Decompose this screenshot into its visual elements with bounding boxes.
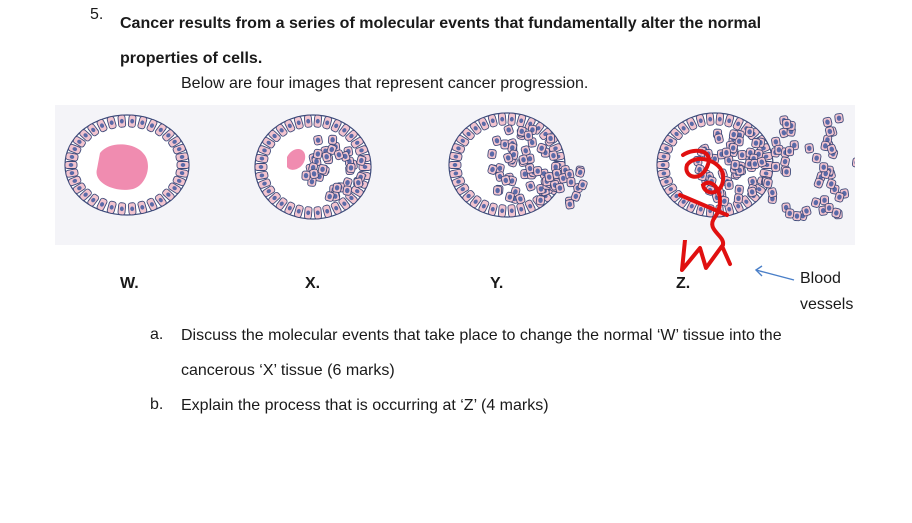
cell [729, 129, 739, 139]
cell [128, 115, 136, 128]
cell [498, 205, 506, 218]
cell [734, 193, 743, 203]
cell [314, 115, 322, 128]
part-b-letter: b. [150, 396, 164, 413]
question-stem: Cancer results from a series of molecular events that fundamentally alter the normal properties of cells. [120, 15, 762, 67]
cell [745, 127, 754, 137]
cell [565, 199, 574, 209]
cell [536, 195, 545, 205]
cell [524, 131, 533, 141]
panel-label-w: W. [120, 275, 139, 292]
cell [825, 204, 833, 213]
cell [716, 113, 724, 126]
cell [657, 162, 669, 169]
cell [501, 175, 511, 186]
cell [333, 183, 342, 193]
cell [747, 187, 757, 198]
part-b-text: Explain the process that is occurring at ‘Z’ (4 marks) [181, 397, 549, 414]
cell [731, 160, 739, 169]
cell [725, 180, 734, 190]
cell [782, 119, 790, 128]
cell [549, 150, 558, 160]
cell [488, 149, 497, 159]
cell [65, 162, 77, 169]
cell [825, 126, 835, 137]
cell [714, 133, 724, 143]
cell [751, 138, 760, 148]
panel-label-y: Y. [490, 275, 504, 292]
question-number: 5. [90, 6, 104, 23]
cell [820, 163, 828, 172]
cell [347, 163, 356, 172]
red-zigzag-annotation [680, 240, 740, 272]
cell [313, 149, 322, 159]
cell [505, 192, 515, 203]
cell [177, 162, 189, 169]
cell [309, 169, 318, 179]
blood-vessels-label: Blood vessels [800, 270, 854, 313]
cell [786, 147, 794, 156]
cell [314, 207, 322, 220]
arrow-icon [752, 264, 796, 284]
cell [325, 191, 335, 202]
cell [738, 150, 747, 159]
panel-w-normal-tissue [65, 115, 189, 215]
cancer-progression-figure [55, 105, 855, 250]
cell [302, 171, 311, 180]
cell [318, 164, 328, 174]
cell [812, 153, 821, 163]
cell [782, 167, 791, 176]
panel-label-x: X. [305, 275, 321, 292]
cell [555, 183, 565, 193]
figure-intro: Below are four images that represent cancer progression. [181, 75, 589, 92]
cell [823, 117, 833, 128]
cell [735, 185, 744, 195]
cell [118, 115, 126, 128]
cell [805, 143, 814, 153]
cell [449, 162, 461, 169]
cell [834, 113, 843, 123]
cell [118, 203, 126, 216]
cell [834, 192, 844, 203]
cell [356, 155, 366, 166]
part-a-letter: a. [150, 326, 164, 343]
cell [508, 113, 516, 126]
cell [567, 177, 575, 186]
cell [343, 186, 352, 196]
cell [780, 156, 790, 166]
cell [493, 186, 501, 195]
cell [831, 208, 841, 219]
cell [706, 113, 714, 126]
cell [772, 162, 780, 171]
cell [304, 207, 312, 220]
cell [255, 164, 267, 171]
cell [533, 166, 542, 176]
cell [313, 135, 323, 145]
cell [128, 203, 136, 216]
cell [304, 115, 312, 128]
cell [763, 178, 772, 188]
cell [354, 178, 364, 188]
cell [722, 148, 731, 157]
cell [508, 205, 516, 218]
part-a-text: Discuss the molecular events that take place to change the normal ‘W’ tissue into the cancerous ‘X’ tissue (6 marks) [181, 327, 782, 379]
cell [498, 113, 506, 126]
cell [328, 135, 336, 144]
cell [767, 187, 777, 198]
cell [546, 134, 554, 143]
panel-x-early-tumor [255, 115, 371, 219]
cell [785, 209, 794, 219]
panel-label-z: Z. [676, 275, 691, 292]
